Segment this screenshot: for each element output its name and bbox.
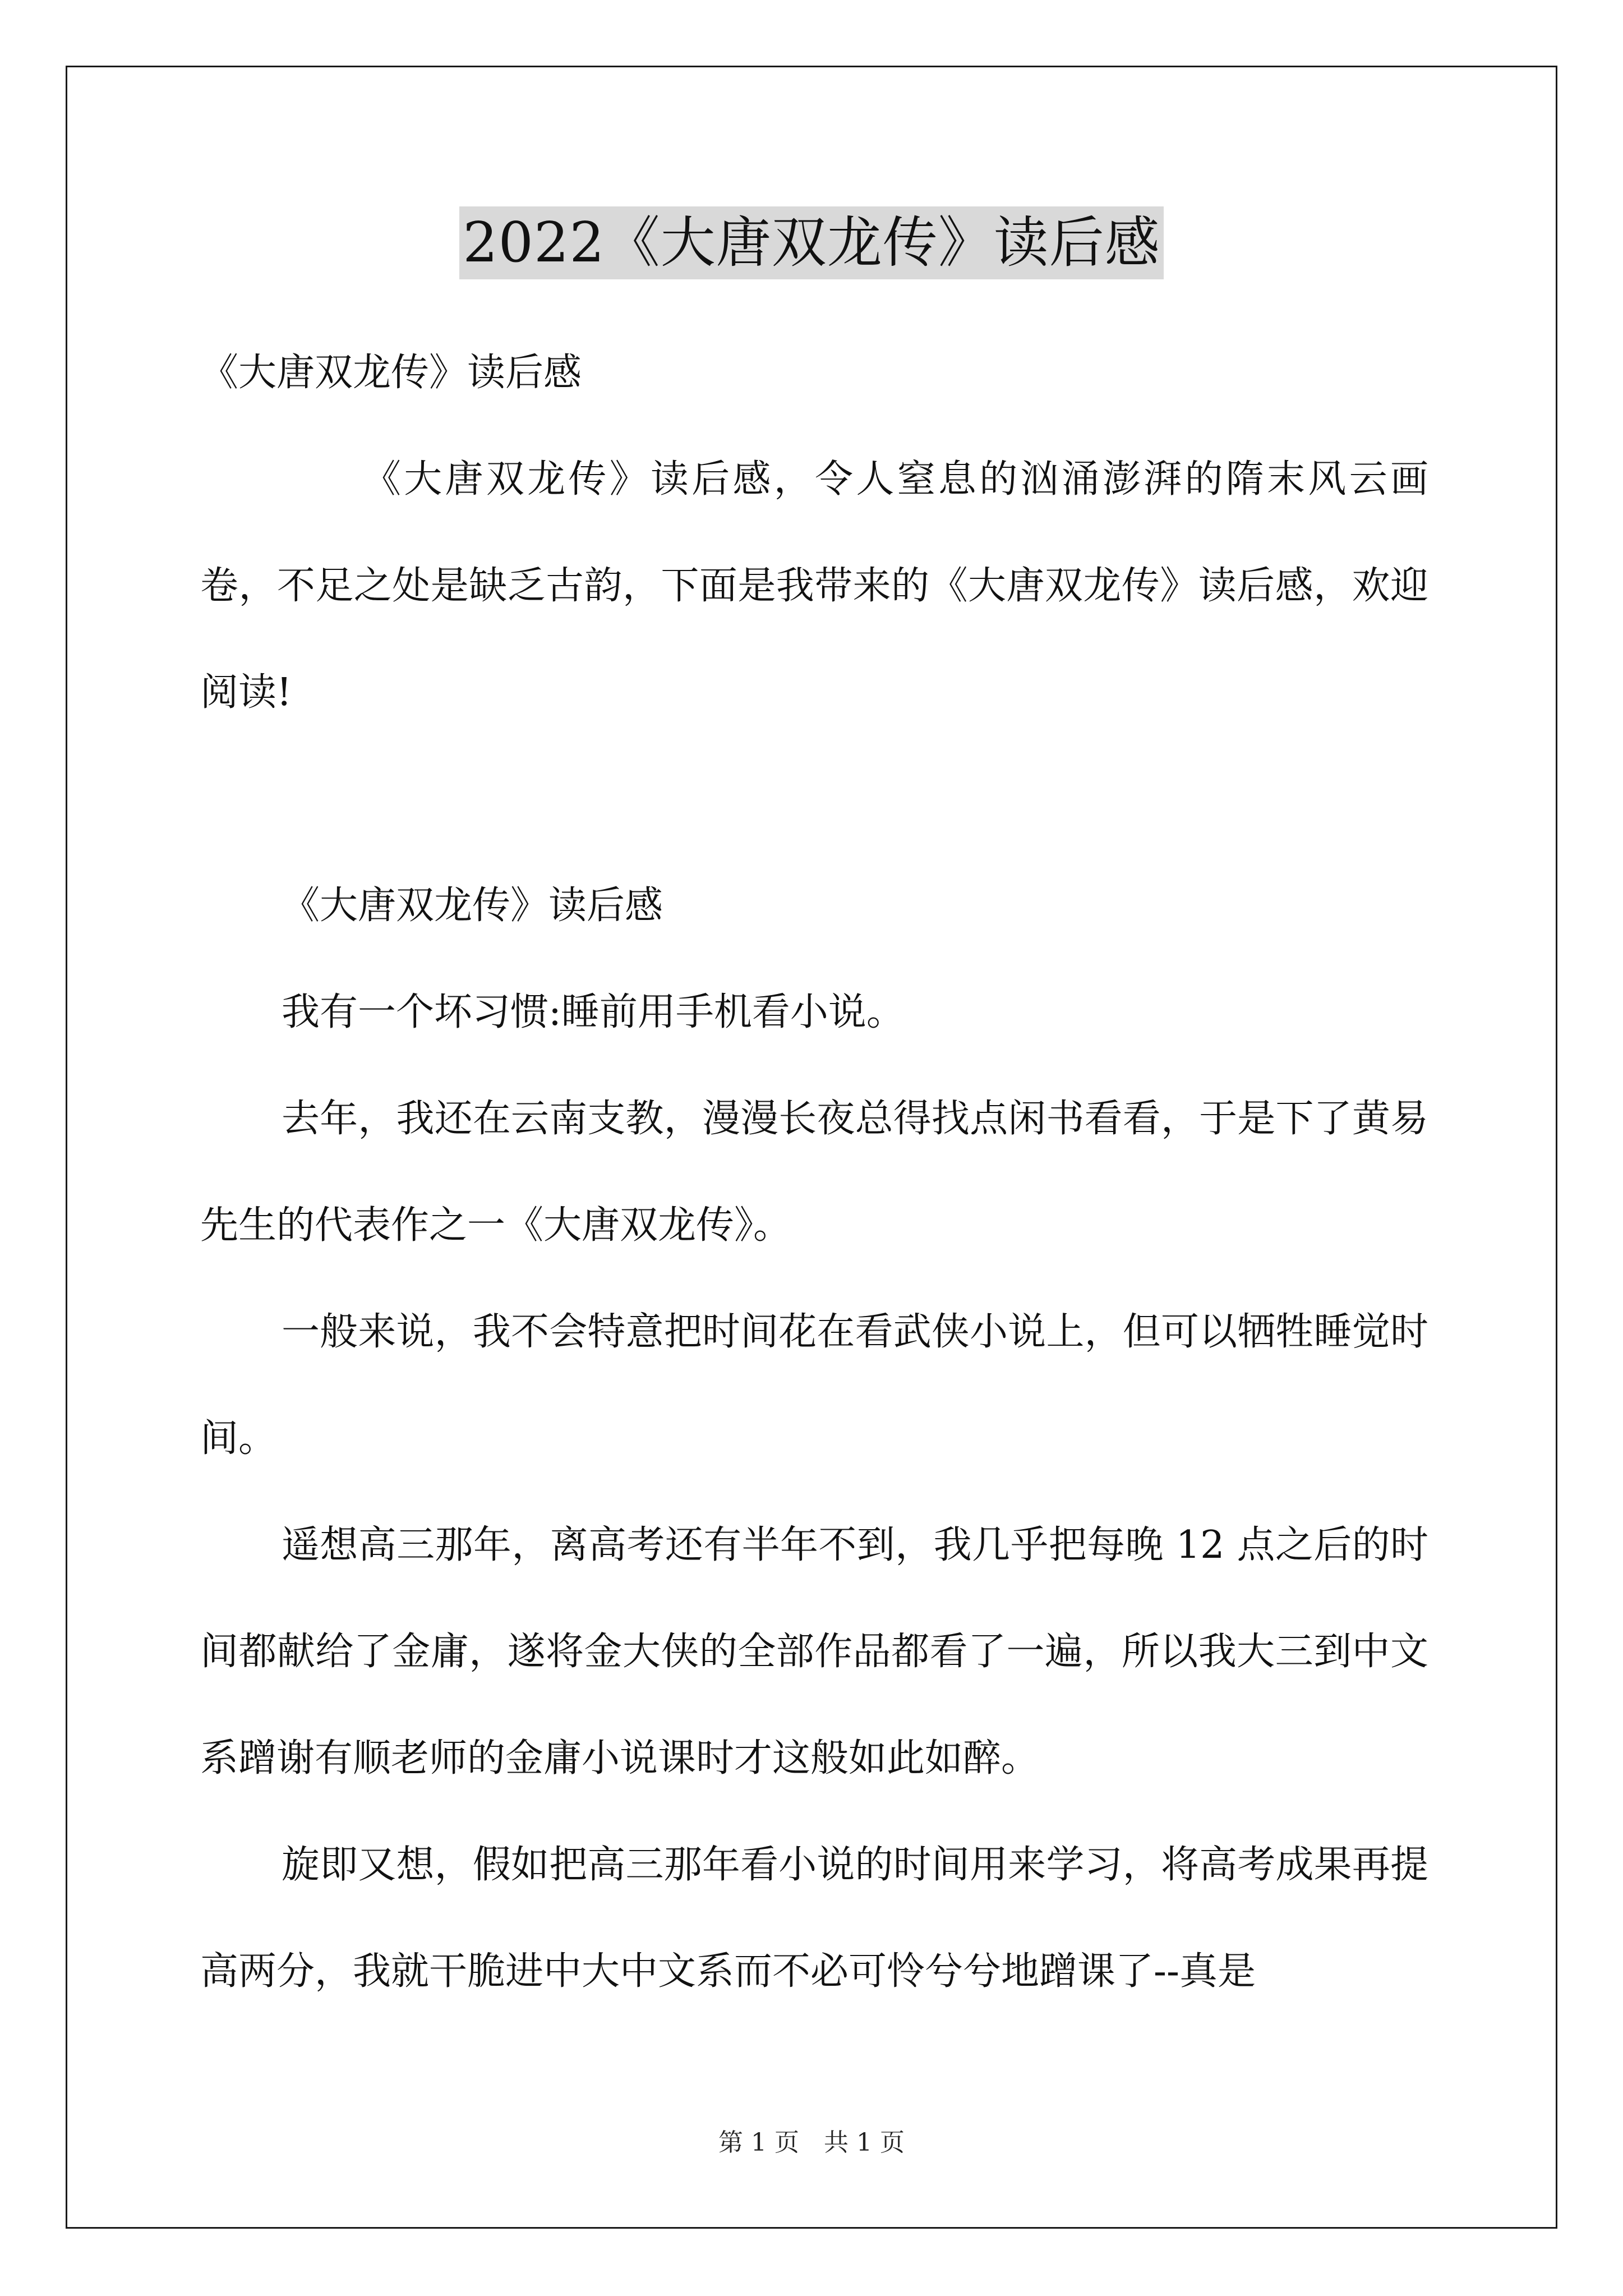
- paragraph-last-year: 去年，我还在云南支教，漫漫长夜总得找点闲书看看，于是下了黄易先生的代表作之一《大唐双龙传》。: [200, 1097, 1428, 1248]
- paragraph-afterthought: 旋即又想，假如把高三那年看小说的时间用来学习，将高考成果再提高两分，我就干脆进中大中文系而不必可怜兮兮地蹭课了--真是: [200, 1843, 1428, 1994]
- paragraph-subtitle: 《大唐双龙传》读后感: [200, 351, 582, 395]
- paragraph-habit: 我有一个坏习惯:睡前用手机看小说。: [282, 990, 905, 1034]
- paragraph-generally: 一般来说，我不会特意把时间花在看武侠小说上，但可以牺牲睡觉时间。: [200, 1310, 1428, 1461]
- paragraph-recall: 遥想高三那年，离高考还有半年不到，我几乎把每晚 12 点之后的时间都献给了金庸，遂将金大侠的全部作品都看了一遍，所以我大三到中文系蹭谢有顺老师的金庸小说课时才这般如此如醉。: [200, 1523, 1428, 1780]
- paragraph-section-heading: 《大唐双龙传》读后感: [282, 884, 663, 928]
- title-container: [0, 206, 1623, 279]
- paragraph-intro: 《大唐双龙传》读后感，令人窒息的汹涌澎湃的隋末风云画卷，不足之处是缺乏古韵，下面是我带来的《大唐双龙传》读后感，欢迎阅读!: [200, 457, 1428, 715]
- document-title: 2022《大唐双龙传》读后感: [459, 206, 1163, 279]
- page-footer: 第 1 页 共 1 页: [718, 2128, 905, 2157]
